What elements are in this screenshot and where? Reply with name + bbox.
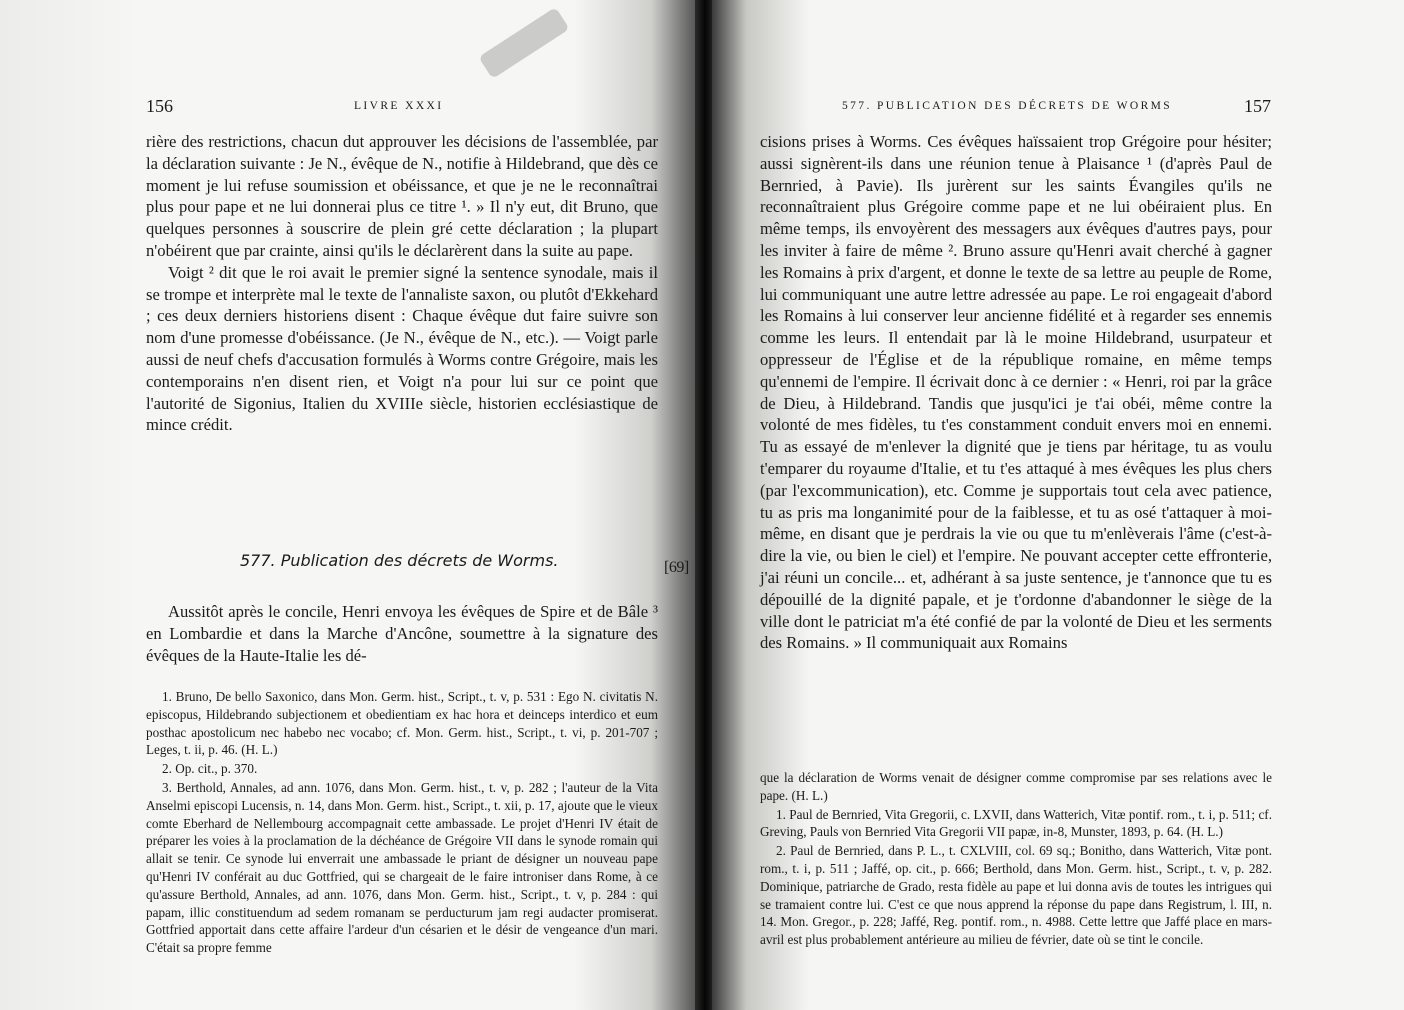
- left-paragraph-1: rière des restrictions, chacun dut approuver les décisions de l'assemblée, par la déclaration suivante : Je N., évêque de N., notifie à Hildebrand, que dès ce moment je lui refuse soumission et obéissance, et que je ne le reconnaîtrai plus pour pape et ne lui donnerai plus ce titre ¹. » Il n'y eut, dit Bruno, que quelques personnes à souscrire de plein gré cette déclaration ; la plupart n'obéirent que par crainte, ainsi qu'ils le déclarèrent dans la suite au pape.: [146, 132, 658, 260]
- footnote: 1. Paul de Bernried, Vita Gregorii, c. LXVII, dans Watterich, Vitæ pontif. rom., t. i, p. 511; cf. Greving, Pauls von Bernried Vita Gregorii VII papæ, in-8, Munster, 1893, p. 64. (H. L.): [760, 806, 1272, 840]
- left-footnotes: [146, 688, 658, 958]
- margin-page-reference: [69]: [664, 559, 689, 576]
- right-footnotes: [760, 769, 1272, 950]
- right-page: [712, 0, 1404, 1010]
- right-paragraph-1: cisions prises à Worms. Ces évêques haïssaient trop Grégoire pour hésiter; aussi signèrent-ils dans une réunion tenue à Plaisance ¹ (d'après Paul de Bernried, à Pavie). Ils jurèrent sur les saints Évangiles qu'ils ne reconnaîtraient plus Grégoire comme pape et ne lui obéiraient plus. En même temps, ils envoyèrent des messagers aux évêques d'autres pays, pour les inviter à faire de même ². Bruno assure qu'Henri avait cherché à gagner les Romains à prix d'argent, et donne le texte de sa lettre au peuple de Rome, lui communiquant une autre lettre adressée au pape. Le roi engageait d'abord les Romains à lui conserver leur ancienne fidélité et à regarder ses ennemis comme les leurs. Il entendait par là le moine Hildebrand, usurpateur et oppresseur de l'Église et de la république romaine, en même temps qu'ennemi de l'empire. Il écrivait donc à ce dernier : « Henri, roi par la grâce de Dieu, à Hildebrand. Tandis que jusqu'ici je t'ai obéi, même contre la volonté de mes fidèles, tu t'es constamment conduit envers moi en ennemi. Tu as essayé de m'enlever la dignité que je tiens par héritage, tu as voulu t'emparer du royaume d'Italie, et tu t'es attaqué à mes évêques les plus chers (par l'excommunication), etc. Comme je supportais tout cela avec patience, tu as pris ma longanimité pour de la faiblesse, et tu as osé t'attaquer à moi-même, en disant que je perdrais la vie ou que tu m'enlèverais l'âme (c'est-à-dire la vie, ou bien le ciel) et l'empire. Ne pouvant accepter cette effronterie, j'ai réuni un concile... et, adhérant à sa juste sentence, je t'annonce que tu es dépouillé de la dignité papale, et je t'ordonne d'abandonner le siège de la ville dont le patriciat m'a été confié de par la volonté de Dieu et les serments des Romains. » Il communiquait aux Romains: [760, 132, 1272, 653]
- left-body-bottom: [146, 601, 658, 666]
- left-paragraph-2: Voigt ² dit que le roi avait le premier signé la sentence synodale, mais il se trompe et interprète mal le texte de l'annaliste saxon, ou plutôt d'Ekkehard ; ces deux derniers historiens disent : Chaque évêque dut faire suivre son nom d'une promesse d'obéissance. (Je N., évêque de N., etc.). — Voigt parle aussi de neuf chefs d'accusation formulés à Worms contre Grégoire, mais les contemporains n'en disent rien, et Voigt n'a pour lui sur ce point que l'autorité de Sigonius, Italien du XVIIIe siècle, historien ecclésiastique de mince crédit.: [146, 262, 658, 435]
- page-smudge: [478, 7, 569, 79]
- left-body-top: [146, 131, 658, 436]
- running-head-right: 577. PUBLICATION DES DÉCRETS DE WORMS: [842, 100, 1173, 112]
- right-body: [760, 131, 1272, 654]
- footnote: 2. Op. cit., p. 370.: [162, 761, 258, 777]
- running-head-left: LIVRE XXXI: [354, 100, 444, 112]
- left-paragraph-3: Aussitôt après le concile, Henri envoya les évêques de Spire et de Bâle ³ en Lombardie et dans la Marche d'Ancône, soumettre à la signature des évêques de la Haute-Italie les dé-: [146, 602, 658, 665]
- page-number-right: 157: [1244, 96, 1271, 116]
- page-number-left: 156: [146, 96, 173, 116]
- left-page: [0, 0, 700, 1010]
- footnote: 1. Bruno, De bello Saxonico, dans Mon. Germ. hist., Script., t. v, p. 531 : Ego N. civitatis N. episcopus, Hildebrando subjectionem et obedientiam ex hac hora et deinceps interdico et eum posthac apostolicum nec habebo nec vocabo; cf. Mon. Germ. hist., Script., t. vi, p. 201-707 ; Leges, t. ii, p. 46. (H. L.): [146, 689, 658, 758]
- footnote: 2. Paul de Bernried, dans P. L., t. CXLVIII, col. 69 sq.; Bonitho, dans Watterich, Vitæ pont. rom., t. i, p. 511 ; Jaffé, op. cit., p. 666; Berthold, dans Mon. Germ. hist., Script., t. v, p. 282. Dominique, patriarche de Grado, resta fidèle au pape et lui donna avis de toutes les intrigues qui se tramaient contre lui. C'est ce que nous apprend la réponse du pape dans Registrum, l. III, n. 14. Mon. Gregor., p. 228; Jaffé, Reg. pontif. rom., n. 4988. Cette lettre que Jaffé place en mars-avril est plus probablement antérieure au milieu de février, date où se tint le concile.: [760, 843, 1272, 948]
- footnote: 3. Berthold, Annales, ad ann. 1076, dans Mon. Germ. hist., t. v, p. 282 ; l'auteur de la Vita Anselmi episcopi Lucensis, n. 14, dans Mon. Germ. hist., Script., t. xii, p. 17, ajoute que le vieux comte Eberhard de Nellembourg accompagnait cette ambassade. Le projet d'Henri IV était de préparer les voies à la proclamation de la déchéance de Grégoire VII dans le synode romain qui allait se tenir. Ce synode lui enverrait une ambassade le priant de désigner un nouveau pape qu'Henri IV conférait au duc Gottfried, qui se chargeait de le faire introniser dans Rome, à ce qu'assure Berthold, Annales, ad ann. 1076, dans Mon. Germ. hist., Script., t. v, p. 284 : qui papam, illic constituendum ad sedem romanam se perducturum jam regi audacter promiserat. Gottfried apportait dans cette affaire l'ardeur d'un césarien et le désir de vengeance d'un mari. C'était sa propre femme: [146, 779, 658, 956]
- section-title: 577. Publication des décrets de Worms.: [240, 551, 559, 570]
- footnote-continuation: que la déclaration de Worms venait de désigner comme compromise par ses relations avec le pape. (H. L.): [760, 770, 1272, 803]
